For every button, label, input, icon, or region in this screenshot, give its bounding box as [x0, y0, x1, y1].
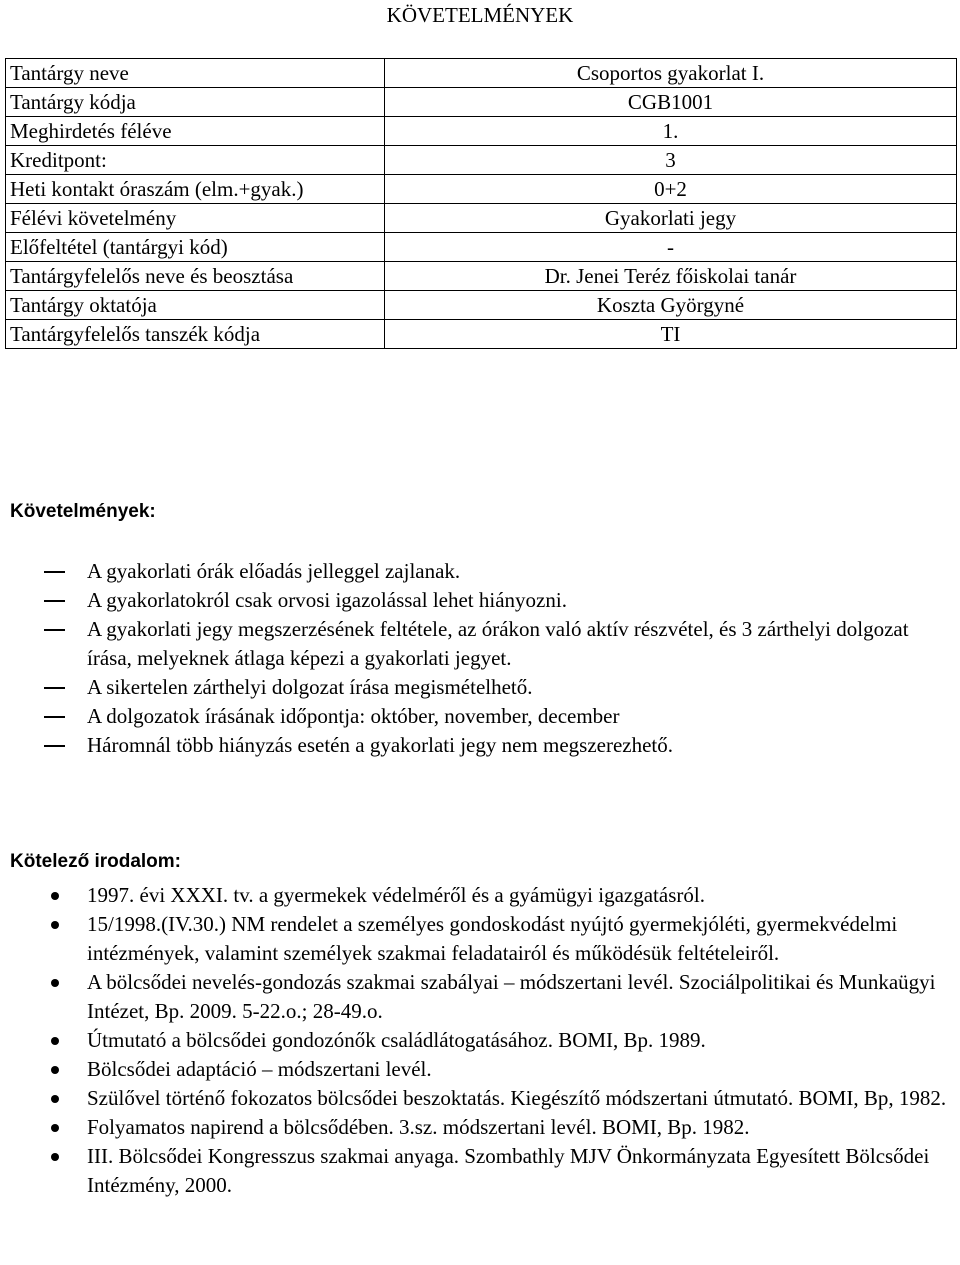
- course-info-value: 0+2: [385, 175, 957, 204]
- literature-text: 15/1998.(IV.30.) NM rendelet a személyes gondoskodást nyújtó gyermekjóléti, gyermekvédelmi intézmények, valamint személyek szakmai feladatairól és működésük feltételeiről.: [87, 912, 898, 965]
- course-info-row: [6, 146, 957, 175]
- course-info-row: [6, 320, 957, 349]
- literature-text: A bölcsődei nevelés-gondozás szakmai szabályai – módszertani levél. Szociálpolitikai és Munkaügyi Intézet, Bp. 2009. 5-22.o.; 28-49.o.: [87, 970, 936, 1023]
- course-info-label: Tantárgy kódja: [6, 88, 385, 117]
- course-info-value: 1.: [385, 117, 957, 146]
- literature-text: 1997. évi XXXI. tv. a gyermekek védelméről és a gyámügyi igazgatásról.: [87, 883, 705, 907]
- requirement-item: [0, 731, 960, 760]
- course-info-label: Meghirdetés féléve: [6, 117, 385, 146]
- literature-text: Útmutató a bölcsődei gondozónők családlátogatásához. BOMI, Bp. 1989.: [87, 1028, 706, 1052]
- requirement-item: [0, 702, 960, 731]
- course-info-value: 3: [385, 146, 957, 175]
- requirement-text: A gyakorlati jegy megszerzésének feltétele, az órákon való aktív részvétel, és 3 zárthelyi dolgozat írása, melyeknek átlaga képezi a gyakorlati jegyet.: [87, 617, 909, 670]
- course-info-row: [6, 233, 957, 262]
- course-info-label: Heti kontakt óraszám (elm.+gyak.): [6, 175, 385, 204]
- bullet-icon: [51, 1153, 59, 1161]
- literature-item: [0, 1055, 960, 1084]
- bullet-icon: [51, 1095, 59, 1103]
- literature-item: [0, 1142, 960, 1200]
- course-info-label: Előfeltétel (tantárgyi kód): [6, 233, 385, 262]
- course-info-label: Tantárgyfelelős neve és beosztása: [6, 262, 385, 291]
- literature-item: [0, 1084, 960, 1113]
- course-info-value: CGB1001: [385, 88, 957, 117]
- course-info-row: [6, 291, 957, 320]
- dash-marker-icon: [44, 600, 65, 602]
- bullet-icon: [51, 979, 59, 987]
- requirements-heading: Követelmények:: [10, 501, 156, 522]
- requirement-item: [0, 615, 960, 673]
- bullet-icon: [51, 892, 59, 900]
- dash-marker-icon: [44, 716, 65, 718]
- literature-item: [0, 910, 960, 968]
- requirements-list: [0, 557, 960, 760]
- literature-heading: Kötelező irodalom:: [10, 851, 182, 872]
- bullet-icon: [51, 921, 59, 929]
- literature-text: Szülővel történő fokozatos bölcsődei beszoktatás. Kiegészítő módszertani útmutató. BOMI, Bp, 1982.: [87, 1086, 947, 1110]
- course-info-value: Dr. Jenei Teréz főiskolai tanár: [385, 262, 957, 291]
- requirement-item: [0, 557, 960, 586]
- requirement-text: A dolgozatok írásának időpontja: október, november, december: [87, 704, 620, 728]
- dash-marker-icon: [44, 745, 65, 747]
- dash-marker-icon: [44, 687, 65, 689]
- literature-item: [0, 1026, 960, 1055]
- requirement-text: A gyakorlati órák előadás jelleggel zajlanak.: [87, 559, 461, 583]
- literature-text: Bölcsődei adaptáció – módszertani levél.: [87, 1057, 432, 1081]
- literature-list: [0, 881, 960, 1200]
- course-info-row: [6, 175, 957, 204]
- dash-marker-icon: [44, 629, 65, 631]
- course-info-row: [6, 59, 957, 88]
- course-info-value: Koszta Györgyné: [385, 291, 957, 320]
- course-info-label: Félévi követelmény: [6, 204, 385, 233]
- literature-text: III. Bölcsődei Kongresszus szakmai anyaga. Szombathly MJV Önkormányzata Egyesített Bölcsődei Intézmény, 2000.: [87, 1144, 930, 1197]
- bullet-icon: [51, 1124, 59, 1132]
- course-info-row: [6, 117, 957, 146]
- course-info-table: [5, 58, 957, 349]
- page-title: KÖVETELMÉNYEK: [386, 3, 574, 27]
- course-info-value: Gyakorlati jegy: [385, 204, 957, 233]
- course-info-value: -: [385, 233, 957, 262]
- course-info-value: Csoportos gyakorlat I.: [385, 59, 957, 88]
- dash-marker-icon: [44, 571, 65, 573]
- requirement-text: Háromnál több hiányzás esetén a gyakorlati jegy nem megszerezhető.: [87, 733, 674, 757]
- course-info-row: [6, 88, 957, 117]
- requirement-text: A gyakorlatokról csak orvosi igazolással lehet hiányozni.: [87, 588, 567, 612]
- requirement-item: [0, 673, 960, 702]
- literature-item: [0, 1113, 960, 1142]
- requirement-item: [0, 586, 960, 615]
- course-info-value: TI: [385, 320, 957, 349]
- bullet-icon: [51, 1066, 59, 1074]
- literature-item: [0, 881, 960, 910]
- course-info-row: [6, 262, 957, 291]
- literature-item: [0, 968, 960, 1026]
- course-info-label: Tantárgy neve: [6, 59, 385, 88]
- bullet-icon: [51, 1037, 59, 1045]
- literature-text: Folyamatos napirend a bölcsődében. 3.sz. módszertani levél. BOMI, Bp. 1982.: [87, 1115, 750, 1139]
- course-info-row: [6, 204, 957, 233]
- course-info-label: Tantárgy oktatója: [6, 291, 385, 320]
- course-info-label: Tantárgyfelelős tanszék kódja: [6, 320, 385, 349]
- requirement-text: A sikertelen zárthelyi dolgozat írása megismételhető.: [87, 675, 533, 699]
- course-info-label: Kreditpont:: [6, 146, 385, 175]
